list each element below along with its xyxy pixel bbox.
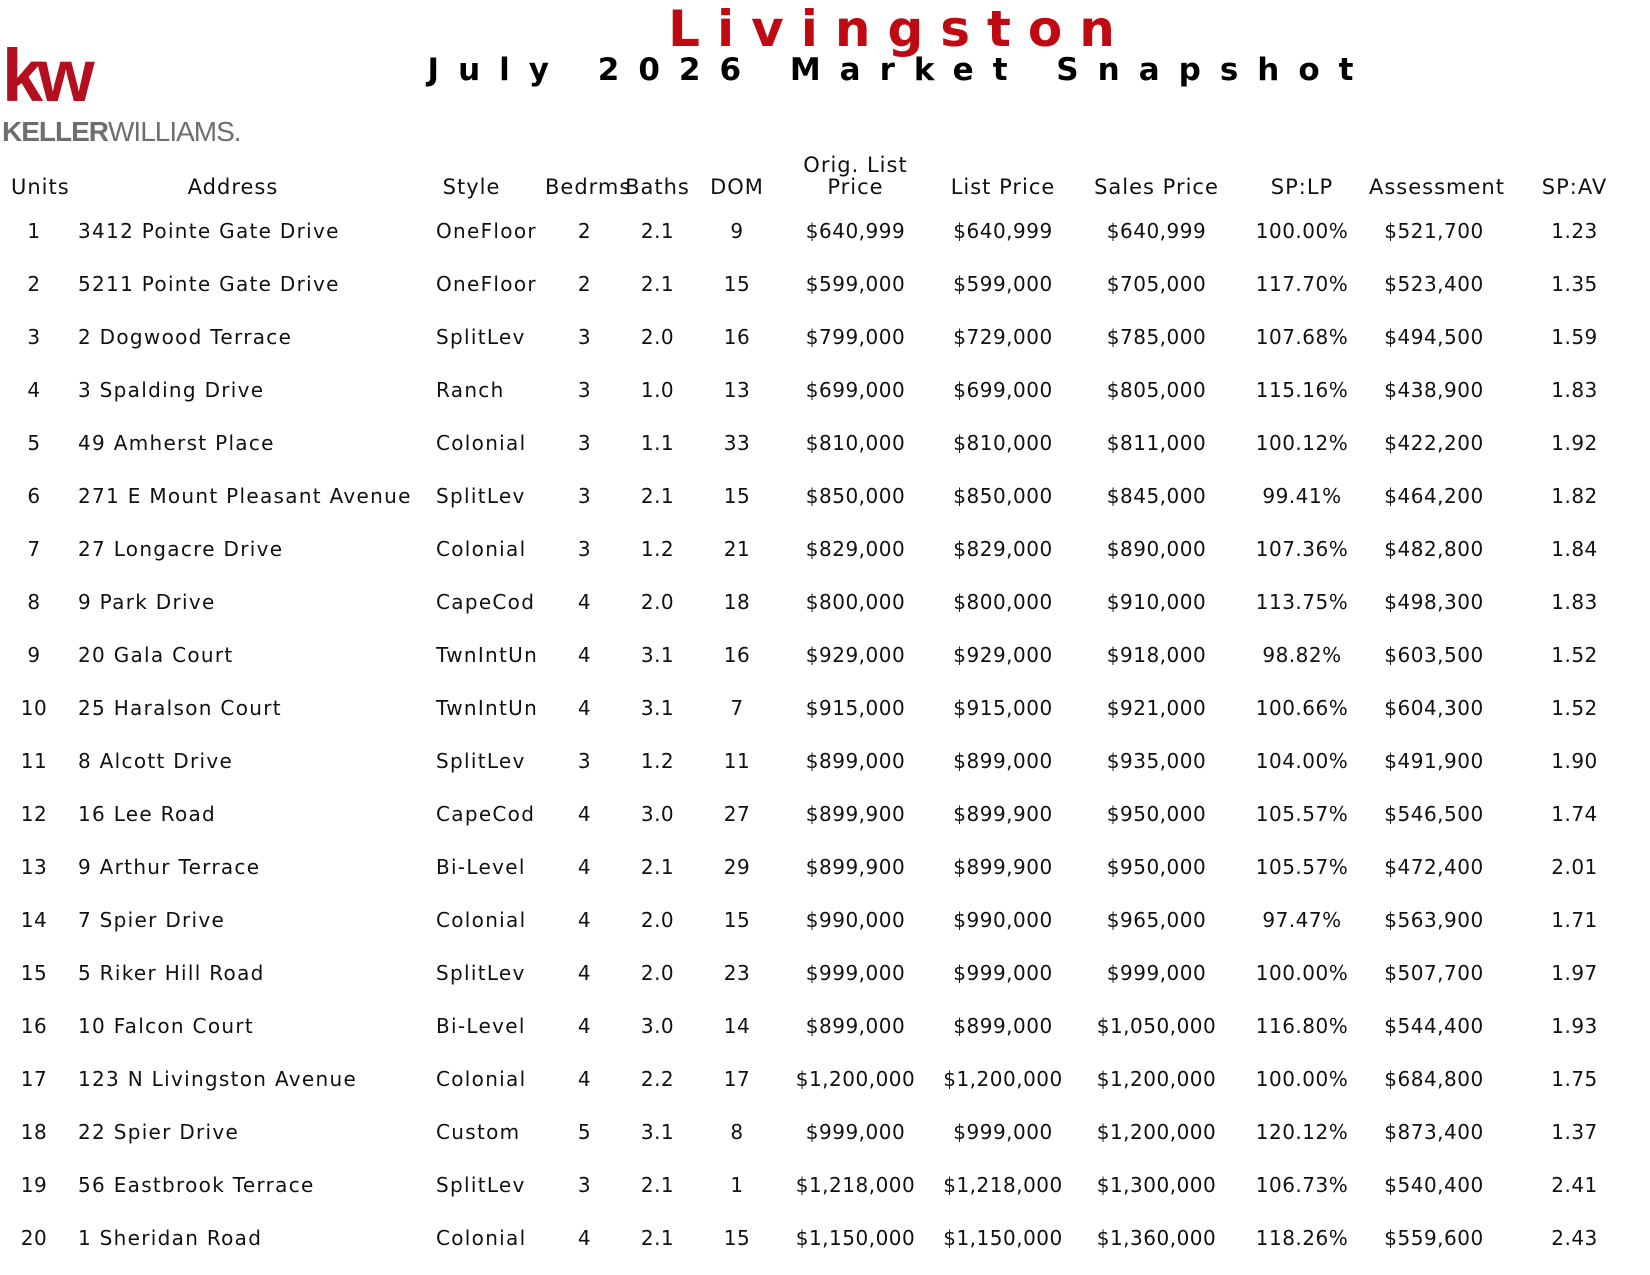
- style-cell: CapeCod: [436, 801, 536, 826]
- unit-cell: 20: [20, 1225, 48, 1250]
- sp-lp-cell: 105.57%: [1255, 801, 1349, 826]
- dom-cell: 14: [723, 1013, 751, 1038]
- assessment-cell: $464,200: [1384, 483, 1484, 508]
- address-cell: 2 Dogwood Terrace: [78, 324, 293, 349]
- list-price-cell: $899,900: [953, 801, 1053, 826]
- bedrooms-cell: 4: [577, 907, 592, 932]
- baths-cell: 2.2: [640, 1066, 675, 1091]
- table-row: [0, 204, 1650, 257]
- unit-cell: 14: [20, 907, 48, 932]
- assessment-cell: $563,900: [1384, 907, 1484, 932]
- unit-cell: 9: [27, 642, 41, 667]
- baths-cell: 2.1: [640, 218, 675, 243]
- baths-cell: 3.0: [640, 801, 675, 826]
- column-header: Bedrms: [545, 175, 632, 199]
- table-row: [0, 840, 1650, 893]
- style-cell: OneFloor: [436, 218, 537, 243]
- sales-price-cell: $1,050,000: [1096, 1013, 1217, 1038]
- list-price-cell: $990,000: [953, 907, 1053, 932]
- address-cell: 56 Eastbrook Terrace: [78, 1172, 315, 1197]
- dom-cell: 16: [723, 642, 751, 667]
- bedrooms-cell: 4: [577, 589, 592, 614]
- bedrooms-cell: 4: [577, 1013, 592, 1038]
- list-price-cell: $899,000: [953, 1013, 1053, 1038]
- dom-cell: 7: [730, 695, 744, 720]
- unit-cell: 12: [20, 801, 48, 826]
- sales-price-cell: $950,000: [1106, 854, 1207, 879]
- table-row: [0, 681, 1650, 734]
- assessment-cell: $523,400: [1384, 271, 1484, 296]
- unit-cell: 1: [27, 218, 41, 243]
- bedrooms-cell: 3: [577, 748, 592, 773]
- dom-cell: 33: [723, 430, 751, 455]
- address-cell: 9 Park Drive: [78, 589, 216, 614]
- dom-cell: 15: [723, 1225, 751, 1250]
- bedrooms-cell: 2: [577, 271, 592, 296]
- style-cell: TwnIntUn: [436, 695, 539, 720]
- sp-av-cell: 2.01: [1551, 854, 1598, 879]
- baths-cell: 1.0: [640, 377, 675, 402]
- table-row: [0, 946, 1650, 999]
- orig-list-price-cell: $800,000: [805, 589, 906, 614]
- list-price-cell: $599,000: [953, 271, 1053, 296]
- table-row: [0, 310, 1650, 363]
- unit-cell: 10: [20, 695, 48, 720]
- dom-cell: 18: [723, 589, 751, 614]
- sales-price-cell: $918,000: [1106, 642, 1207, 667]
- sales-price-cell: $785,000: [1106, 324, 1207, 349]
- bedrooms-cell: 3: [577, 1172, 592, 1197]
- assessment-cell: $603,500: [1384, 642, 1484, 667]
- orig-list-price-cell: $799,000: [805, 324, 906, 349]
- list-price-cell: $899,900: [953, 854, 1053, 879]
- unit-cell: 2: [27, 271, 41, 296]
- dom-cell: 1: [730, 1172, 744, 1197]
- style-cell: SplitLev: [436, 748, 526, 773]
- address-cell: 271 E Mount Pleasant Avenue: [78, 483, 412, 508]
- dom-cell: 15: [723, 483, 751, 508]
- assessment-cell: $546,500: [1384, 801, 1484, 826]
- style-cell: Custom: [436, 1119, 521, 1144]
- bedrooms-cell: 4: [577, 642, 592, 667]
- style-cell: Colonial: [436, 430, 527, 455]
- sales-price-cell: $890,000: [1106, 536, 1207, 561]
- sp-lp-cell: 117.70%: [1255, 271, 1349, 296]
- logo-brand-bold: KELLER: [2, 116, 108, 147]
- orig-list-price-cell: $1,150,000: [795, 1225, 916, 1250]
- bedrooms-cell: 4: [577, 695, 592, 720]
- sp-av-cell: 1.52: [1551, 695, 1598, 720]
- baths-cell: 1.2: [640, 748, 675, 773]
- sales-price-cell: $999,000: [1106, 960, 1207, 985]
- sp-lp-cell: 98.82%: [1262, 642, 1342, 667]
- unit-cell: 4: [27, 377, 41, 402]
- assessment-cell: $873,400: [1384, 1119, 1484, 1144]
- list-price-cell: $999,000: [953, 960, 1053, 985]
- column-header: Style: [442, 175, 501, 199]
- sp-lp-cell: 100.66%: [1255, 695, 1349, 720]
- sp-av-cell: 1.35: [1551, 271, 1598, 296]
- dom-cell: 29: [723, 854, 751, 879]
- address-cell: 16 Lee Road: [78, 801, 217, 826]
- orig-list-price-cell: $899,000: [805, 1013, 906, 1038]
- bedrooms-cell: 3: [577, 430, 592, 455]
- orig-list-price-cell: $899,900: [805, 854, 906, 879]
- table-row: [0, 734, 1650, 787]
- unit-cell: 15: [20, 960, 48, 985]
- orig-list-price-cell: $990,000: [805, 907, 906, 932]
- list-price-cell: $640,999: [953, 218, 1053, 243]
- column-header: SP:AV: [1541, 175, 1608, 199]
- sales-price-cell: $1,360,000: [1096, 1225, 1217, 1250]
- address-cell: 3412 Pointe Gate Drive: [78, 218, 340, 243]
- baths-cell: 3.0: [640, 1013, 675, 1038]
- sp-av-cell: 1.71: [1551, 907, 1598, 932]
- sp-av-cell: 1.82: [1551, 483, 1598, 508]
- assessment-cell: $422,200: [1384, 430, 1484, 455]
- bedrooms-cell: 4: [577, 960, 592, 985]
- bedrooms-cell: 3: [577, 377, 592, 402]
- column-header: Baths: [625, 175, 690, 199]
- assessment-cell: $559,600: [1384, 1225, 1484, 1250]
- baths-cell: 2.0: [640, 960, 675, 985]
- sp-lp-cell: 105.57%: [1255, 854, 1349, 879]
- table-row: [0, 1105, 1650, 1158]
- logo-brand-regular: WILLIAMS.: [108, 116, 241, 147]
- style-cell: Colonial: [436, 1066, 527, 1091]
- orig-list-price-cell: $829,000: [805, 536, 906, 561]
- dom-cell: 15: [723, 271, 751, 296]
- address-cell: 8 Alcott Drive: [78, 748, 234, 773]
- style-cell: CapeCod: [436, 589, 536, 614]
- sp-av-cell: 1.52: [1551, 642, 1598, 667]
- list-price-cell: $929,000: [953, 642, 1053, 667]
- sales-price-cell: $935,000: [1106, 748, 1207, 773]
- list-price-cell: $829,000: [953, 536, 1053, 561]
- list-price-cell: $800,000: [953, 589, 1053, 614]
- sales-table: [0, 140, 1650, 1264]
- sp-lp-cell: 115.16%: [1255, 377, 1349, 402]
- orig-list-price-cell: $929,000: [805, 642, 906, 667]
- assessment-cell: $604,300: [1384, 695, 1484, 720]
- style-cell: Colonial: [436, 536, 527, 561]
- sp-lp-cell: 107.68%: [1255, 324, 1349, 349]
- sp-lp-cell: 116.80%: [1255, 1013, 1349, 1038]
- baths-cell: 3.1: [640, 642, 675, 667]
- bedrooms-cell: 4: [577, 854, 592, 879]
- sp-av-cell: 1.74: [1551, 801, 1598, 826]
- sales-price-cell: $811,000: [1106, 430, 1207, 455]
- baths-cell: 2.1: [640, 483, 675, 508]
- orig-list-price-cell: $1,218,000: [795, 1172, 916, 1197]
- baths-cell: 2.1: [640, 854, 675, 879]
- baths-cell: 3.1: [640, 695, 675, 720]
- unit-cell: 17: [20, 1066, 48, 1091]
- baths-cell: 2.0: [640, 589, 675, 614]
- list-price-cell: $1,218,000: [943, 1172, 1063, 1197]
- baths-cell: 1.2: [640, 536, 675, 561]
- table-row: [0, 787, 1650, 840]
- dom-cell: 9: [730, 218, 744, 243]
- table-row: [0, 522, 1650, 575]
- dom-cell: 21: [723, 536, 751, 561]
- table-row: [0, 1211, 1650, 1264]
- sp-av-cell: 1.83: [1551, 589, 1598, 614]
- orig-list-price-cell: $999,000: [805, 1119, 906, 1144]
- address-cell: 20 Gala Court: [78, 642, 234, 667]
- bedrooms-cell: 3: [577, 324, 592, 349]
- column-header: List Price: [950, 175, 1056, 199]
- address-cell: 7 Spier Drive: [78, 907, 226, 932]
- address-cell: 123 N Livingston Avenue: [78, 1066, 358, 1091]
- orig-list-price-cell: $599,000: [805, 271, 906, 296]
- dom-cell: 23: [723, 960, 751, 985]
- style-cell: Bi-Level: [436, 854, 526, 879]
- style-cell: Colonial: [436, 1225, 527, 1250]
- assessment-cell: $521,700: [1384, 218, 1484, 243]
- sp-av-cell: 2.41: [1551, 1172, 1598, 1197]
- table-row: [0, 1158, 1650, 1211]
- sales-price-cell: $1,200,000: [1096, 1066, 1217, 1091]
- dom-cell: 13: [723, 377, 751, 402]
- dom-cell: 8: [730, 1119, 744, 1144]
- sales-price-cell: $910,000: [1106, 589, 1207, 614]
- sp-av-cell: 1.84: [1551, 536, 1598, 561]
- unit-cell: 19: [20, 1172, 48, 1197]
- assessment-cell: $438,900: [1384, 377, 1484, 402]
- column-header: DOM: [710, 175, 764, 199]
- style-cell: OneFloor: [436, 271, 537, 296]
- sp-av-cell: 1.23: [1551, 218, 1598, 243]
- sales-price-cell: $640,999: [1106, 218, 1207, 243]
- list-price-cell: $810,000: [953, 430, 1053, 455]
- bedrooms-cell: 3: [577, 483, 592, 508]
- orig-list-price-cell: $899,900: [805, 801, 906, 826]
- sales-price-cell: $705,000: [1106, 271, 1207, 296]
- sp-av-cell: 1.93: [1551, 1013, 1598, 1038]
- assessment-cell: $507,700: [1384, 960, 1484, 985]
- sp-lp-cell: 113.75%: [1255, 589, 1349, 614]
- unit-cell: 7: [27, 536, 41, 561]
- sp-lp-cell: 100.00%: [1255, 218, 1349, 243]
- list-price-cell: $1,200,000: [943, 1066, 1063, 1091]
- logo-mark: kw: [2, 34, 89, 117]
- orig-list-price-cell: $915,000: [805, 695, 906, 720]
- sp-av-cell: 1.90: [1551, 748, 1598, 773]
- assessment-cell: $482,800: [1384, 536, 1484, 561]
- sp-lp-cell: 104.00%: [1255, 748, 1349, 773]
- sp-lp-cell: 100.00%: [1255, 1066, 1349, 1091]
- column-header: Orig. List Price: [803, 153, 908, 199]
- address-cell: 3 Spalding Drive: [78, 377, 265, 402]
- baths-cell: 2.0: [640, 907, 675, 932]
- sp-av-cell: 1.83: [1551, 377, 1598, 402]
- address-cell: 22 Spier Drive: [78, 1119, 240, 1144]
- column-header: Address: [187, 175, 279, 199]
- sp-av-cell: 2.43: [1551, 1225, 1598, 1250]
- table-row: [0, 469, 1650, 522]
- list-price-cell: $1,150,000: [943, 1225, 1063, 1250]
- list-price-cell: $899,000: [953, 748, 1053, 773]
- sales-price-cell: $845,000: [1106, 483, 1207, 508]
- keller-williams-logo: [2, 36, 242, 146]
- sp-lp-cell: 107.36%: [1255, 536, 1349, 561]
- page-subtitle: July 2026 Market Snapshot: [427, 52, 1373, 88]
- bedrooms-cell: 4: [577, 1066, 592, 1091]
- assessment-cell: $494,500: [1384, 324, 1484, 349]
- unit-cell: 5: [27, 430, 41, 455]
- table-row: [0, 416, 1650, 469]
- address-cell: 5211 Pointe Gate Drive: [78, 271, 340, 296]
- style-cell: SplitLev: [436, 483, 526, 508]
- sp-lp-cell: 100.00%: [1255, 960, 1349, 985]
- unit-cell: 13: [20, 854, 48, 879]
- unit-cell: 11: [20, 748, 48, 773]
- list-price-cell: $915,000: [953, 695, 1053, 720]
- style-cell: Colonial: [436, 907, 527, 932]
- bedrooms-cell: 3: [577, 536, 592, 561]
- orig-list-price-cell: $899,000: [805, 748, 906, 773]
- bedrooms-cell: 5: [577, 1119, 592, 1144]
- unit-cell: 8: [27, 589, 41, 614]
- baths-cell: 1.1: [640, 430, 675, 455]
- sp-lp-cell: 106.73%: [1255, 1172, 1349, 1197]
- style-cell: SplitLev: [436, 1172, 526, 1197]
- dom-cell: 11: [723, 748, 751, 773]
- list-price-cell: $729,000: [953, 324, 1053, 349]
- sp-av-cell: 1.97: [1551, 960, 1598, 985]
- address-cell: 9 Arthur Terrace: [78, 854, 261, 879]
- sp-lp-cell: 97.47%: [1262, 907, 1342, 932]
- orig-list-price-cell: $850,000: [805, 483, 906, 508]
- bedrooms-cell: 4: [577, 1225, 592, 1250]
- baths-cell: 2.1: [640, 271, 675, 296]
- address-cell: 25 Haralson Court: [78, 695, 282, 720]
- list-price-cell: $999,000: [953, 1119, 1053, 1144]
- assessment-cell: $491,900: [1384, 748, 1484, 773]
- column-header: Assessment: [1369, 175, 1505, 199]
- table-body: [0, 204, 1650, 1264]
- dom-cell: 17: [723, 1066, 751, 1091]
- address-cell: 10 Falcon Court: [78, 1013, 254, 1038]
- unit-cell: 3: [27, 324, 41, 349]
- bedrooms-cell: 2: [577, 218, 592, 243]
- list-price-cell: $850,000: [953, 483, 1053, 508]
- sales-price-cell: $921,000: [1106, 695, 1207, 720]
- sp-lp-cell: 120.12%: [1255, 1119, 1349, 1144]
- table-row: [0, 363, 1650, 416]
- sp-av-cell: 1.59: [1551, 324, 1598, 349]
- orig-list-price-cell: $699,000: [805, 377, 906, 402]
- dom-cell: 15: [723, 907, 751, 932]
- assessment-cell: $498,300: [1384, 589, 1484, 614]
- address-cell: 1 Sheridan Road: [78, 1225, 263, 1250]
- table-row: [0, 893, 1650, 946]
- baths-cell: 3.1: [640, 1119, 675, 1144]
- address-cell: 27 Longacre Drive: [78, 536, 284, 561]
- assessment-cell: $684,800: [1384, 1066, 1484, 1091]
- table-header-row: [0, 140, 1650, 204]
- table-row: [0, 575, 1650, 628]
- table-row: [0, 1052, 1650, 1105]
- orig-list-price-cell: $999,000: [805, 960, 906, 985]
- orig-list-price-cell: $640,999: [805, 218, 906, 243]
- orig-list-price-cell: $1,200,000: [795, 1066, 916, 1091]
- assessment-cell: $472,400: [1384, 854, 1484, 879]
- style-cell: TwnIntUn: [436, 642, 539, 667]
- address-cell: 49 Amherst Place: [78, 430, 275, 455]
- dom-cell: 16: [723, 324, 751, 349]
- sp-av-cell: 1.37: [1551, 1119, 1598, 1144]
- sales-price-cell: $950,000: [1106, 801, 1207, 826]
- dom-cell: 27: [723, 801, 751, 826]
- unit-cell: 18: [20, 1119, 48, 1144]
- unit-cell: 6: [27, 483, 41, 508]
- style-cell: SplitLev: [436, 960, 526, 985]
- sp-av-cell: 1.75: [1551, 1066, 1598, 1091]
- sp-lp-cell: 118.26%: [1255, 1225, 1349, 1250]
- sales-price-cell: $1,200,000: [1096, 1119, 1217, 1144]
- list-price-cell: $699,000: [953, 377, 1053, 402]
- baths-cell: 2.1: [640, 1172, 675, 1197]
- sales-price-cell: $805,000: [1106, 377, 1207, 402]
- style-cell: Bi-Level: [436, 1013, 526, 1038]
- sp-lp-cell: 99.41%: [1262, 483, 1342, 508]
- bedrooms-cell: 4: [577, 801, 592, 826]
- orig-list-price-cell: $810,000: [805, 430, 906, 455]
- address-cell: 5 Riker Hill Road: [78, 960, 265, 985]
- page-title: Livingston: [668, 0, 1132, 58]
- unit-cell: 16: [20, 1013, 48, 1038]
- column-header: Units: [11, 175, 70, 199]
- style-cell: Ranch: [436, 377, 505, 402]
- column-header: SP:LP: [1270, 175, 1334, 199]
- column-header: Sales Price: [1094, 175, 1219, 199]
- sp-av-cell: 1.92: [1551, 430, 1598, 455]
- sp-lp-cell: 100.12%: [1255, 430, 1349, 455]
- table-row: [0, 257, 1650, 310]
- sales-price-cell: $1,300,000: [1096, 1172, 1217, 1197]
- assessment-cell: $540,400: [1384, 1172, 1484, 1197]
- table-row: [0, 628, 1650, 681]
- table-row: [0, 999, 1650, 1052]
- assessment-cell: $544,400: [1384, 1013, 1484, 1038]
- style-cell: SplitLev: [436, 324, 526, 349]
- baths-cell: 2.1: [640, 1225, 675, 1250]
- sales-price-cell: $965,000: [1106, 907, 1207, 932]
- baths-cell: 2.0: [640, 324, 675, 349]
